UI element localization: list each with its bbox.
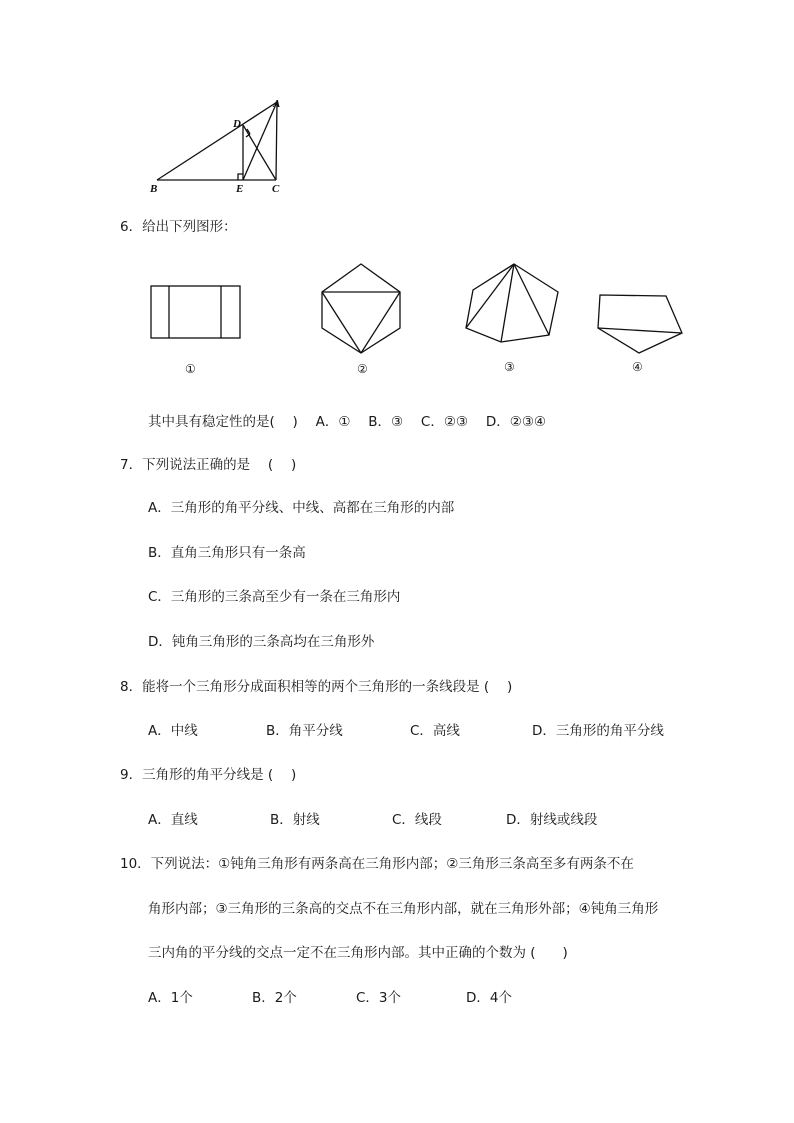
q10-option-c: C．3个 (356, 990, 402, 1006)
q9-stem: 9．三角形的角平分线是 ( ) (120, 767, 297, 783)
q7-stem: 7．下列说法正确的是 ( ) (120, 457, 297, 473)
right-angle-e (238, 174, 243, 180)
q9-option-b: B．射线 (270, 812, 320, 828)
label-b: B (150, 183, 158, 195)
label-d: D (233, 118, 241, 130)
q10-option-b: B．2个 (252, 990, 297, 1006)
figure-3-label: ③ (504, 360, 515, 374)
q9-option-a: A．直线 (148, 812, 198, 828)
figure-2-label: ② (357, 362, 368, 376)
figure-2-hexagon (318, 262, 404, 356)
side-ba (157, 102, 277, 180)
label-e: E (236, 183, 244, 195)
figure-1-rectangle (148, 284, 244, 340)
triangle-abc-figure (140, 95, 300, 195)
q7-option-c: C．三角形的三条高至少有一条在三角形内 (148, 589, 401, 605)
figure-4-label: ④ (632, 360, 643, 374)
q10-stem-line-2: 角形内部；③三角形的三条高的交点不在三角形内部，就在三角形外部；④钝角三角形 (148, 901, 659, 917)
q7-option-a: A．三角形的角平分线、中线、高都在三角形的内部 (148, 500, 455, 516)
q10-stem-line-1: 10．下列说法：①钝角三角形有两条高在三角形内部；②三角形三条高至多有两条不在 (120, 856, 634, 872)
side-ac (276, 102, 277, 180)
label-c: C (272, 183, 280, 195)
q8-stem: 8．能将一个三角形分成面积相等的两个三角形的一条线段是 ( ) (120, 679, 513, 695)
q10-stem-line-3: 三内角的平分线的交点一定不在三角形内部。其中正确的个数为 ( ) (148, 945, 568, 961)
q9-option-d: D．射线或线段 (506, 812, 598, 828)
q10-option-d: D．4个 (466, 990, 512, 1006)
q8-option-b: B．角平分线 (266, 723, 343, 739)
q9-option-c: C．线段 (392, 812, 442, 828)
q7-option-d: D．钝角三角形的三条高均在三角形外 (148, 634, 375, 650)
q8-option-a: A．中线 (148, 723, 198, 739)
label-a: A (273, 98, 281, 110)
segment-dc (243, 125, 276, 180)
figure-4-quadrilateral (594, 290, 686, 358)
q10-option-a: A．1个 (148, 990, 193, 1006)
q8-option-c: C．高线 (410, 723, 460, 739)
figure-1-label: ① (185, 362, 196, 376)
q6-answer-line: 其中具有稳定性的是( ) A．① B．③ C．②③ D．②③④ (148, 414, 547, 430)
q6-stem: 6．给出下列图形： (120, 219, 237, 235)
figure-3-pentagon (463, 262, 563, 346)
q7-option-b: B．直角三角形只有一条高 (148, 545, 306, 561)
q8-option-d: D．三角形的角平分线 (532, 723, 664, 739)
